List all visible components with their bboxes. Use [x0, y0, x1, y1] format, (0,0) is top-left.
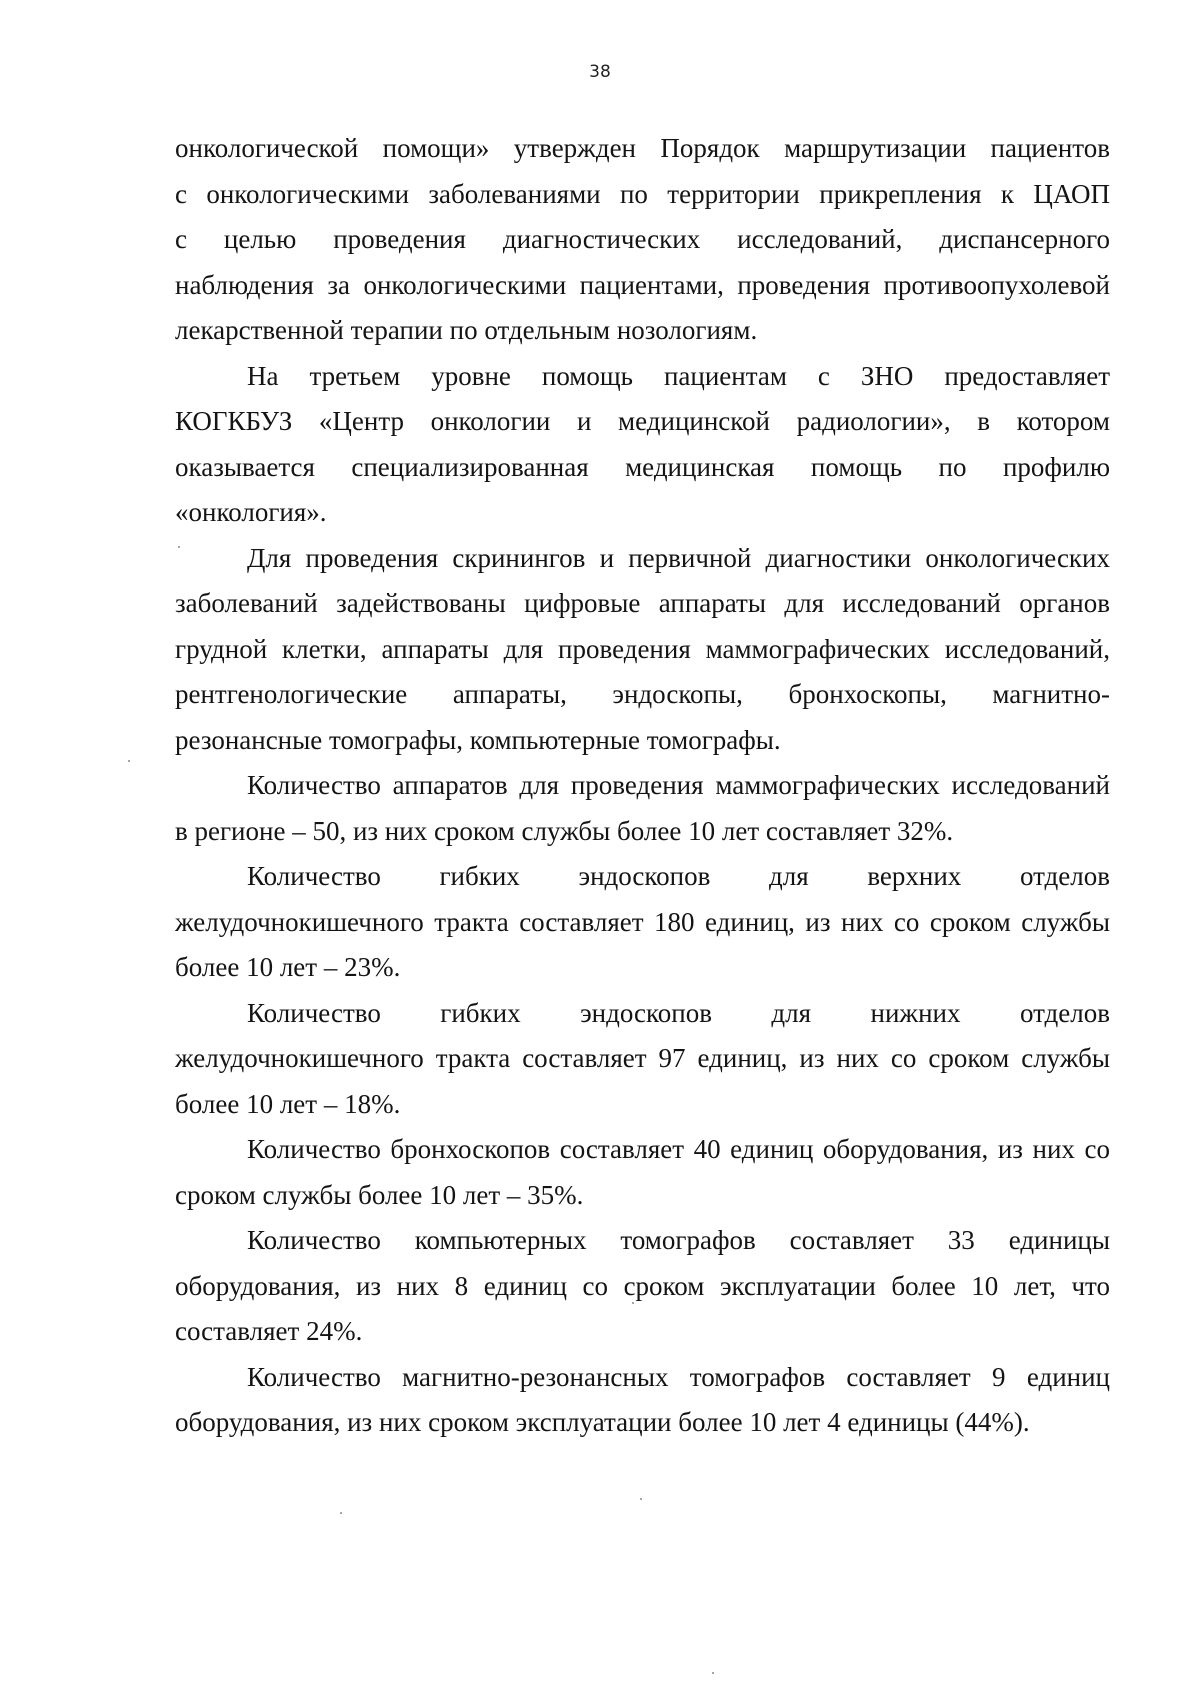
paragraph-mammography-count [175, 763, 1110, 854]
text-line: заболеваний задействованы цифровые аппараты для исследований органов [175, 588, 1110, 618]
document-body [175, 126, 1110, 1446]
text-line: оборудования, из них сроком эксплуатации более 10 лет 4 единицы (44%). [175, 1407, 1030, 1437]
scan-speck [340, 1512, 342, 1514]
text-line: Количество магнитно-резонансных томографов составляет 9 единиц [247, 1361, 1110, 1392]
text-line: Количество компьютерных томографов составляет 33 единицы [247, 1225, 1110, 1255]
text-line: с целью проведения диагностических исследований, диспансерного [175, 224, 1110, 254]
page-number: 38 [589, 62, 611, 82]
paragraph-screening-equipment [175, 536, 1110, 764]
text-line: КОГКБУЗ «Центр онкологии и медицинской радиологии», в котором [175, 406, 1110, 436]
text-line: оборудования, из них 8 единиц со сроком эксплуатации более 10 лет, что [175, 1270, 1110, 1301]
paragraph-bronchoscopes [175, 1127, 1110, 1218]
text-line: оказывается специализированная медицинская помощь по профилю [175, 451, 1110, 482]
text-line: Количество бронхоскопов составляет 40 единиц оборудования, из них со [247, 1134, 1110, 1164]
paragraph-routing-order [175, 126, 1110, 354]
text-line: желудочнокишечного тракта составляет 97 единиц, из них со сроком службы [175, 1043, 1110, 1073]
scan-speck [178, 546, 180, 548]
text-line: Количество гибких эндоскопов для нижних отделов [247, 997, 1110, 1028]
text-line: более 10 лет – 18%. [175, 1088, 401, 1119]
scan-speck [632, 1302, 634, 1304]
text-line: рентгенологические аппараты, эндоскопы, бронхоскопы, магнитно- [175, 679, 1110, 709]
text-line: более 10 лет – 23%. [175, 952, 401, 982]
paragraph-ct-scanners [175, 1218, 1110, 1355]
text-line: в регионе – 50, из них сроком службы более 10 лет составляет 32%. [175, 815, 954, 846]
text-line: наблюдения за онкологическими пациентами, проведения противоопухолевой [175, 269, 1110, 300]
paragraph-lower-endoscopes [175, 991, 1110, 1128]
text-line: онкологической помощи» утвержден Порядок маршрутизации пациентов [175, 133, 1110, 163]
text-line: «онкология». [175, 497, 327, 527]
text-line: Количество аппаратов для проведения маммографических исследований [247, 770, 1110, 800]
scan-speck [712, 1672, 714, 1674]
text-line: Для проведения скринингов и первичной диагностики онкологических [247, 542, 1110, 573]
paragraph-third-level-care [175, 354, 1110, 536]
text-line: сроком службы более 10 лет – 35%. [175, 1179, 584, 1210]
paragraph-mri-scanners [175, 1355, 1110, 1446]
text-line: На третьем уровне помощь пациентам с ЗНО предоставляет [247, 360, 1110, 391]
scan-speck [128, 760, 130, 762]
text-line: с онкологическими заболеваниями по территории прикрепления к ЦАОП [175, 178, 1110, 209]
scan-speck [640, 1498, 642, 1500]
text-line: желудочнокишечного тракта составляет 180 единиц, из них со сроком службы [175, 906, 1110, 937]
text-line: резонансные томографы, компьютерные томографы. [175, 724, 781, 755]
text-line: составляет 24%. [175, 1316, 363, 1346]
paragraph-upper-endoscopes [175, 854, 1110, 991]
text-line: грудной клетки, аппараты для проведения маммографических исследований, [175, 633, 1110, 664]
text-line: лекарственной терапии по отдельным нозологиям. [175, 315, 758, 345]
text-line: Количество гибких эндоскопов для верхних отделов [247, 861, 1110, 891]
